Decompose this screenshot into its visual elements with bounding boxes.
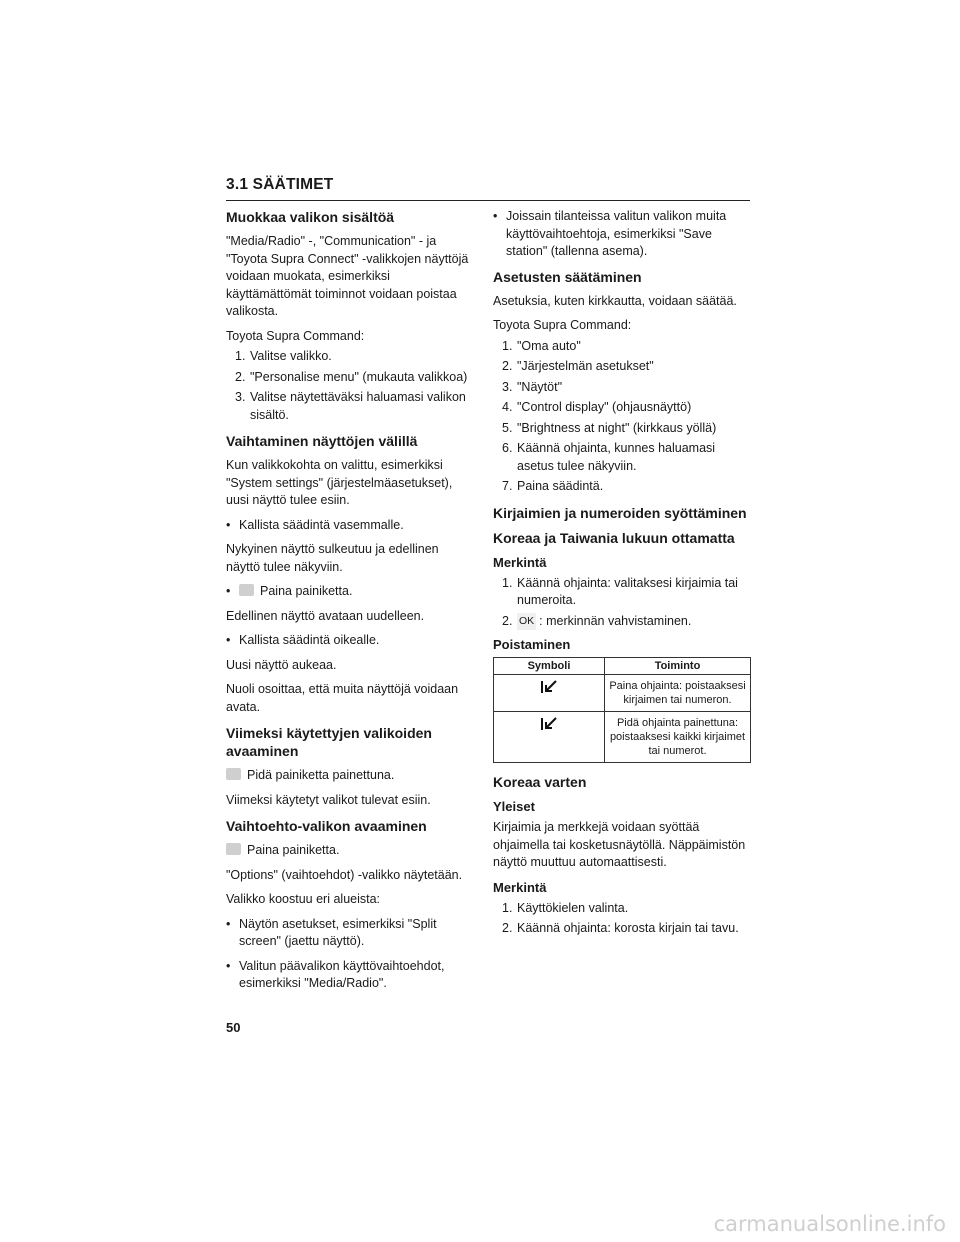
bullet-item: • Kallista säädintä vasemmalle.: [226, 517, 404, 532]
list-item: 3. "Näytöt": [502, 379, 563, 394]
back-button-icon: [226, 768, 241, 780]
list-item: 1. Käännä ohjainta: valitaksesi kirjaimia tai numeroita.: [502, 575, 738, 607]
right-column: [493, 208, 751, 941]
paragraph: Uusi näyttö aukeaa.: [226, 657, 337, 672]
subheading-delete: Poistaminen: [493, 637, 571, 652]
paragraph: Viimeksi käytetyt valikot tulevat esiin.: [226, 792, 431, 807]
table-row: [494, 712, 751, 763]
paragraph: Edellinen näyttö avataan uudelleen.: [226, 608, 425, 623]
table-cell-symbol: [494, 675, 605, 712]
list-item: 2. "Järjestelmän asetukset": [502, 359, 654, 373]
list-item: 7. Paina säädintä.: [502, 479, 604, 493]
heading-recent-menus: Viimeksi käytettyjen valikoiden avaaminen: [226, 725, 432, 759]
table-header-function: Toiminto: [605, 658, 751, 675]
list-item: 1. Käyttökielen valinta.: [502, 900, 629, 915]
subheading-general: Yleiset: [493, 799, 535, 814]
list-item: 2. "Personalise menu" (mukauta valikkoa): [235, 369, 468, 384]
section-title: 3.1 SÄÄTIMET: [226, 176, 334, 193]
heading-options-menu: Vaihtoehto-valikon avaaminen: [226, 818, 427, 834]
list-item: 5. "Brightness at night" (kirkkaus yöllä): [502, 420, 717, 435]
back-button-icon: [239, 584, 254, 596]
ok-key-icon: OK: [517, 613, 536, 631]
paragraph: Nykyinen näyttö sulkeutuu ja edellinen näyttö tulee näkyviin.: [226, 542, 439, 574]
subheading-entry: Merkintä: [493, 554, 547, 570]
paragraph: Nuoli osoittaa, että muita näyttöjä voidaan avata.: [226, 682, 459, 714]
table-cell-symbol: [494, 712, 605, 763]
page-number: 50: [226, 1020, 241, 1035]
subheading-entry: Merkintä: [493, 879, 547, 895]
paragraph: Valikko koostuu eri alueista:: [226, 892, 381, 906]
list-item: 6. Käännä ohjainta, kunnes haluamasi asetus tulee näkyviin.: [502, 441, 716, 473]
list-item: 1. Valitse valikko.: [235, 349, 332, 363]
list-item: 3. Valitse näytettäväksi haluamasi valikon sisältö.: [235, 390, 466, 422]
delete-arrow-icon: [539, 679, 559, 695]
paragraph: Kun valikkokohta on valittu, esimerkiksi "System settings" (järjestelmäasetukset), uusi näyttö tulee esiin.: [226, 458, 453, 507]
delete-arrow-icon: [539, 716, 559, 732]
list-item: 1. "Oma auto": [502, 338, 581, 353]
paragraph: Toyota Supra Command:: [493, 318, 632, 332]
option-button-icon: [226, 843, 241, 855]
bullet-item: • Kallista säädintä oikealle.: [226, 633, 380, 647]
heading-text-input: Kirjaimien ja numeroiden syöttäminen: [493, 504, 747, 521]
bullet-item: • Paina painiketta.: [226, 584, 353, 598]
list-item: 2. OK : merkinnän vahvistaminen.: [502, 613, 751, 631]
heading-edit-menu: Muokkaa valikon sisältöä: [226, 209, 395, 225]
paragraph: Kirjaimia ja merkkejä voidaan syöttää ohjaimella tai kosketusnäytöllä. Näppäimistön näyttö muuttuu automaattisesti.: [493, 820, 746, 869]
paragraph: Toyota Supra Command:: [226, 328, 365, 343]
list-item: 2. Käännä ohjainta: korosta kirjain tai tavu.: [502, 921, 739, 935]
watermark: carmanualsonline.info: [713, 1212, 946, 1236]
table-cell-function: Pidä ohjainta painettuna: poistaaksesi kaikki kirjaimet tai numerot.: [605, 712, 751, 763]
paragraph: "Options" (vaihtoehdot) -valikko näytetään.: [226, 867, 463, 882]
heading-switch-screens: Vaihtaminen näyttöjen välillä: [226, 433, 418, 449]
section-header: [226, 176, 750, 201]
table-header-row: [494, 658, 751, 675]
bullet-item: • Valitun päävalikon käyttövaihtoehdot, esimerkiksi "Media/Radio".: [226, 958, 445, 990]
table-row: [494, 675, 751, 712]
symbol-table: [493, 657, 751, 763]
left-column: [226, 208, 474, 1000]
paragraph: Pidä painiketta painettuna.: [226, 767, 474, 785]
paragraph: Asetuksia, kuten kirkkautta, voidaan säätää.: [493, 293, 737, 308]
table-cell-function: Paina ohjainta: poistaaksesi kirjaimen tai numeron.: [605, 675, 751, 712]
paragraph: "Media/Radio" -, "Communication" - ja "Toyota Supra Connect" -valikkojen näyttöjä voidaan muokata, esimerkiksi käyttämättömät toiminnot voidaan poistaa valikosta.: [226, 234, 469, 318]
table-header-symbol: Symboli: [494, 658, 605, 675]
paragraph: Paina painiketta.: [226, 842, 474, 860]
heading-korea: Koreaa varten: [493, 774, 587, 790]
list-item: 4. "Control display" (ohjausnäyttö): [502, 400, 692, 414]
heading-non-korea-taiwan: Koreaa ja Taiwania lukuun ottamatta: [493, 529, 735, 546]
heading-adjust-settings: Asetusten säätäminen: [493, 268, 642, 285]
bullet-item: • Joissain tilanteissa valitun valikon muita käyttövaihtoehtoja, esimerkiksi "Save station" (tallenna asema).: [493, 209, 727, 258]
bullet-item: • Näytön asetukset, esimerkiksi "Split screen" (jaettu näyttö).: [226, 916, 437, 948]
